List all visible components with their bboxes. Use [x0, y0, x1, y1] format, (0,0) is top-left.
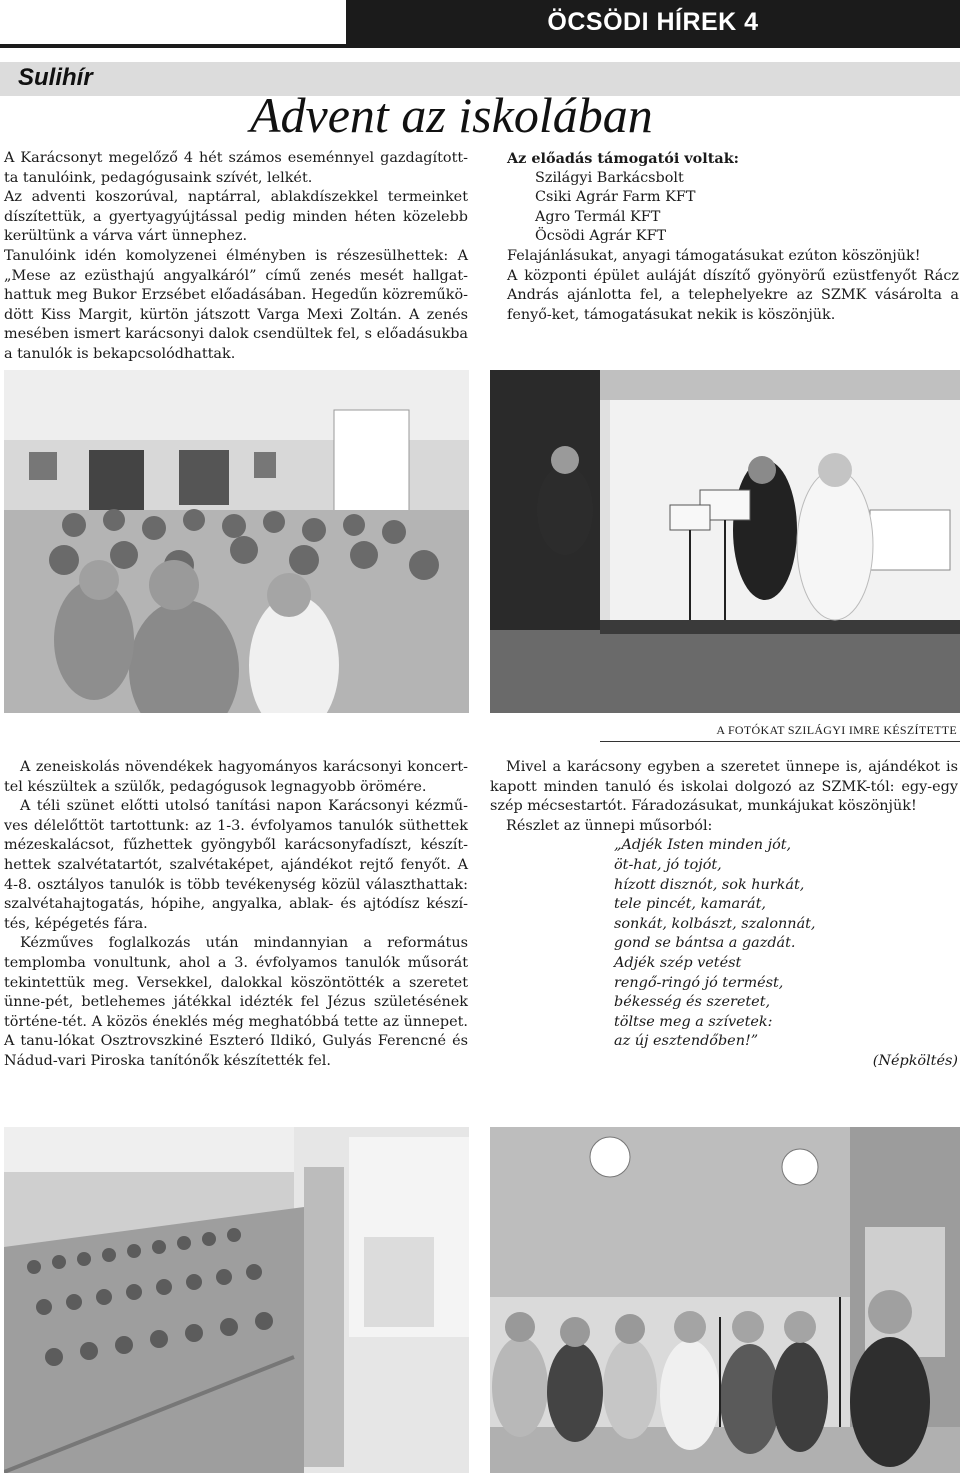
photo-church [4, 1127, 469, 1473]
poem-line: Adjék szép vetést [614, 954, 742, 971]
poem-line: sonkát, kolbászt, szalonnát, [614, 915, 816, 932]
body-left-column [4, 758, 468, 1072]
sponsor-item: Szilágyi Barkácsbolt [535, 169, 684, 186]
gift-paragraph: Mivel a karácsony egyben a szeretet ünnepe is, ajándékot is kapott minden tanuló és iskolai dolgozó az SZMK-tól: egy-egy szép mécsestartót. Fáradozásukat, munkájukat köszönjük! [490, 759, 958, 815]
sponsors-column [507, 149, 959, 325]
photo-audience [4, 370, 469, 713]
newspaper-header: ÖCSÖDI HÍREK 4 [346, 0, 960, 44]
poem [490, 836, 958, 1052]
tree-paragraph: A központi épület auláját díszítő gyönyörű ezüstfenyőt Rácz András ajánlotta fel, a telephelyekre az SZMK vásárolta a fenyő-ket, támogatásukat nekik is köszönjük. [507, 267, 959, 323]
poem-line: „Adjék Isten minden jót, [614, 837, 792, 854]
poem-line: békesség és szeretet, [614, 994, 771, 1011]
header-rule [0, 44, 960, 48]
intro-paragraph: Tanulóink idén komolyzenei élményben is részesülhettek: A „Mese az ezüsthajú angyalkáról” című zenés mesét hallgat-hattuk meg Bukor Erzsébet előadásában. Hegedűn közreműkö-dött Kiss Margit, kürtön játszott Varga Mexi Zoltán. A zenés mesében ismert karácsonyi dalok csendültek fel, s előadásukba a tanulók is bekapcsolódhattak. [4, 247, 468, 362]
section-label: Sulihír [18, 64, 93, 91]
intro-paragraph: Az adventi koszorúval, naptárral, ablakdíszekkel termeinket díszítettük, a gyertyagyújtással pedig minden héten közelebb kerültünk a várva várt ünnephez. [4, 189, 468, 245]
sponsors-heading: Az előadás támogatói voltak: [507, 150, 739, 167]
poem-line: gond se bántsa a gazdát. [614, 935, 796, 952]
sponsors-thanks: Felajánlásukat, anyagi támogatásukat ezúton köszönjük! [507, 247, 921, 264]
poem-line: töltse meg a szívetek: [614, 1013, 773, 1030]
poem-intro: Részlet az ünnepi műsorból: [506, 817, 713, 834]
sponsor-item: Csiki Agrár Farm KFT [535, 189, 696, 206]
sponsor-item: Öcsödi Agrár KFT [535, 228, 667, 245]
article-title: Advent az iskolában [250, 87, 653, 143]
sponsor-item: Agro Termál KFT [535, 208, 661, 225]
poem-line: rengő-ringó jó termést, [614, 974, 784, 991]
poem-line: öt-hat, jó tojót, [614, 856, 722, 873]
intro-column [4, 149, 468, 365]
poem-line: tele pincét, kamarát, [614, 896, 766, 913]
credit-rule [600, 741, 960, 742]
photo-stage [490, 370, 960, 713]
photo-singing [490, 1127, 960, 1473]
body-paragraph: A zeneiskolás növendékek hagyományos karácsonyi koncert-tel készültek a szülők, pedagógusok legnagyobb örömére. [4, 759, 468, 795]
poem-line: hízott disznót, sok hurkát, [614, 876, 805, 893]
photo-credit: A FOTÓKAT SZILÁGYI IMRE KÉSZÍTETTE [716, 723, 957, 737]
poem-line: az új esztendőben!” [614, 1033, 759, 1050]
body-right-column [490, 758, 958, 1072]
poem-source: (Népköltés) [872, 1052, 958, 1069]
body-paragraph: A téli szünet előtti utolsó tanítási napon Karácsonyi kézmű-ves délelőttöt tartottunk: az 1-3. évfolyamos tanulók süthettek mézeskalácsot, fűzhettek gyöngyből karácsonyfadíszt, készít-hettek szalvétatartót, szalvétaképet, ajándékot rejtő fenyőt. A 4-8. osztályos tanulók is több tevékenység közül választhattak: szalvétahajtogatás, hópihe, angyalka, ablak- és ajtódísz készí-tés, képégetés fára. [4, 798, 468, 932]
body-paragraph: Kézműves foglalkozás után mindannyian a református templomba vonultunk, ahol a 3. évfolyamos tanulók műsorát tekintettük meg. Versekkel, dalokkal köszöntötték a szeretet ünne-pét, betlehemes játékkal idézték fel Jézus születésének történe-tét. A közös éneklés még meghatóbbá tette az ünnepet. A tanu-lókat Osztrovszkiné Eszteró Ildikó, Gulyás Ferencné és Nádud-vari Piroska tanítónők készítették fel. [4, 935, 468, 1069]
intro-paragraph: A Karácsonyt megelőző 4 hét számos eseménnyel gazdagított-ta tanulóink, pedagógusaink szívét, lelkét. [4, 150, 468, 186]
